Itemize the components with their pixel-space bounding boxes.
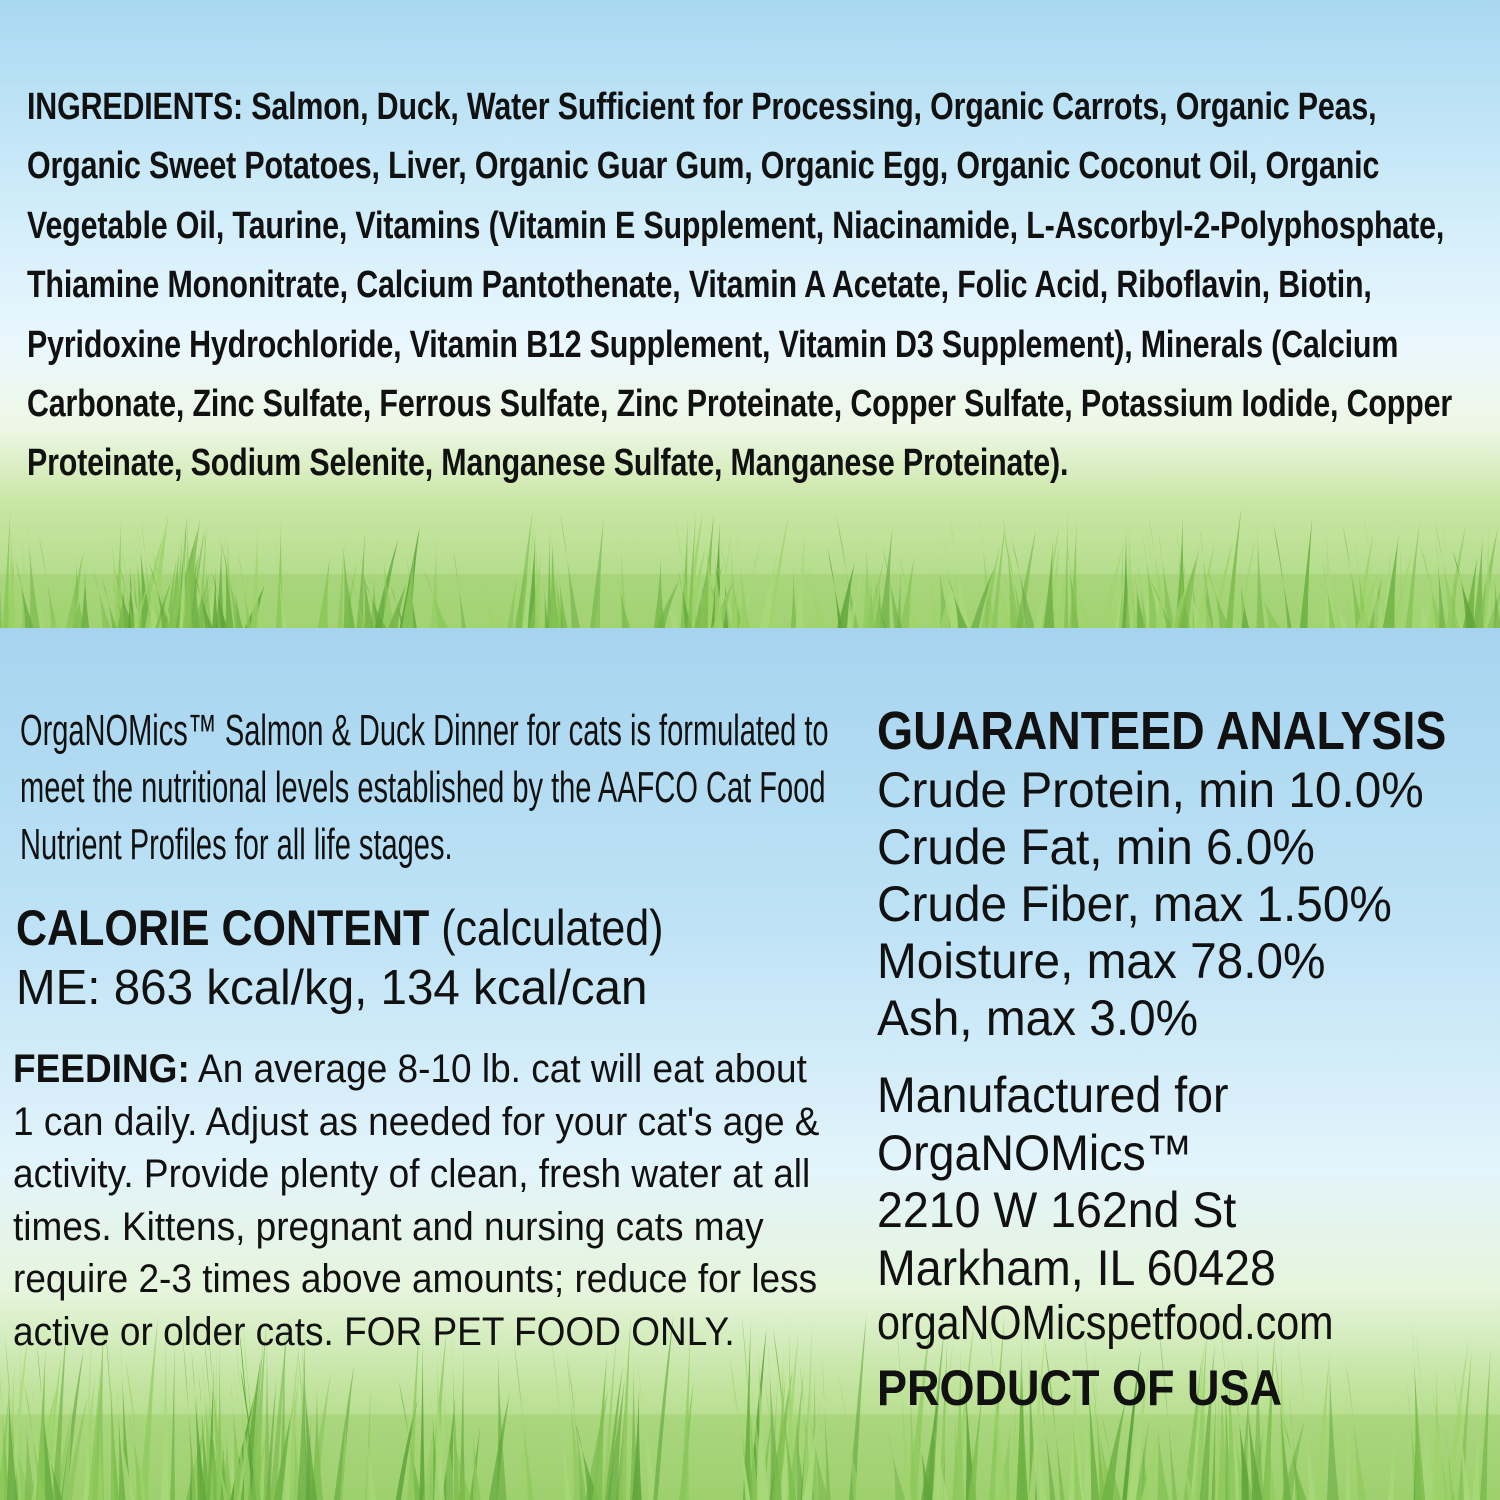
calorie-value: ME: 863 kcal/kg, 134 kcal/can: [16, 961, 648, 1015]
analysis-item: Crude Protein, min 10.0%: [877, 762, 1424, 818]
feeding-instructions: [13, 1043, 832, 1358]
calorie-qualifier: (calculated): [441, 900, 664, 956]
analysis-item: Ash, max 3.0%: [877, 990, 1199, 1046]
aafco-statement: OrgaNOMics™ Salmon & Duck Dinner for cats is formulated to meet the nutritional levels established by the AAFCO Cat Food Nutrient Profiles for all life stages.: [20, 706, 829, 869]
guaranteed-analysis-title: GUARANTEED ANALYSIS: [877, 701, 1447, 761]
manufacturer-line: 2210 W 162nd St: [877, 1182, 1237, 1238]
analysis-item: Moisture, max 78.0%: [877, 933, 1326, 989]
calorie-content-heading: [16, 898, 663, 958]
feeding-text: An average 8-10 lb. cat will eat about 1 can daily. Adjust as needed for your cat's age & activity. Provide plenty of clean, fresh water at all times. Kittens, pregnant and nursing cats may require 2-3 times above amounts; reduce for less active or older cats. FOR PET FOOD ONLY.: [13, 1047, 820, 1354]
ingredients-block: [27, 78, 1453, 494]
analysis-item: Crude Fat, min 6.0%: [877, 819, 1315, 875]
manufacturer-address: [877, 1067, 1276, 1297]
calorie-title: CALORIE CONTENT: [16, 900, 430, 956]
website-text: orgaNOMicspetfood.com: [877, 1297, 1334, 1350]
guaranteed-analysis-list: [877, 762, 1424, 1047]
manufacturer-line: Manufactured for: [877, 1067, 1229, 1123]
feeding-label: FEEDING:: [13, 1047, 190, 1091]
country-of-origin: PRODUCT OF USA: [877, 1360, 1282, 1416]
manufacturer-line: Markham, IL 60428: [877, 1239, 1276, 1296]
analysis-item: Crude Fiber, max 1.50%: [877, 876, 1392, 932]
grass-illustration: [0, 508, 1500, 628]
manufacturer-line: OrgaNOMics™: [877, 1124, 1193, 1181]
ingredients-text: INGREDIENTS: Salmon, Duck, Water Sufficient for Processing, Organic Carrots, Organic Peas, Organic Sweet Potatoes, Liver, Organic Guar Gum, Organic Egg, Organic Coconut Oil, Organic Vegetable Oil, Taurine, Vitamins (Vitamin E Supplement, Niacinamide, L-Ascorbyl-2-Polyphosphate, Thiamine Mononitrate, Calcium Pantothenate, Vitamin A Acetate, Folic Acid, Riboflavin, Biotin, Pyridoxine Hydrochloride, Vitamin B12 Supplement, Vitamin D3 Supplement), Minerals (Calcium Carbonate, Zinc Sulfate, Ferrous Sulfate, Zinc Proteinate, Copper Sulfate, Potassium Iodide, Copper Proteinate, Sodium Selenite, Manganese Sulfate, Manganese Proteinate).: [27, 86, 1453, 485]
